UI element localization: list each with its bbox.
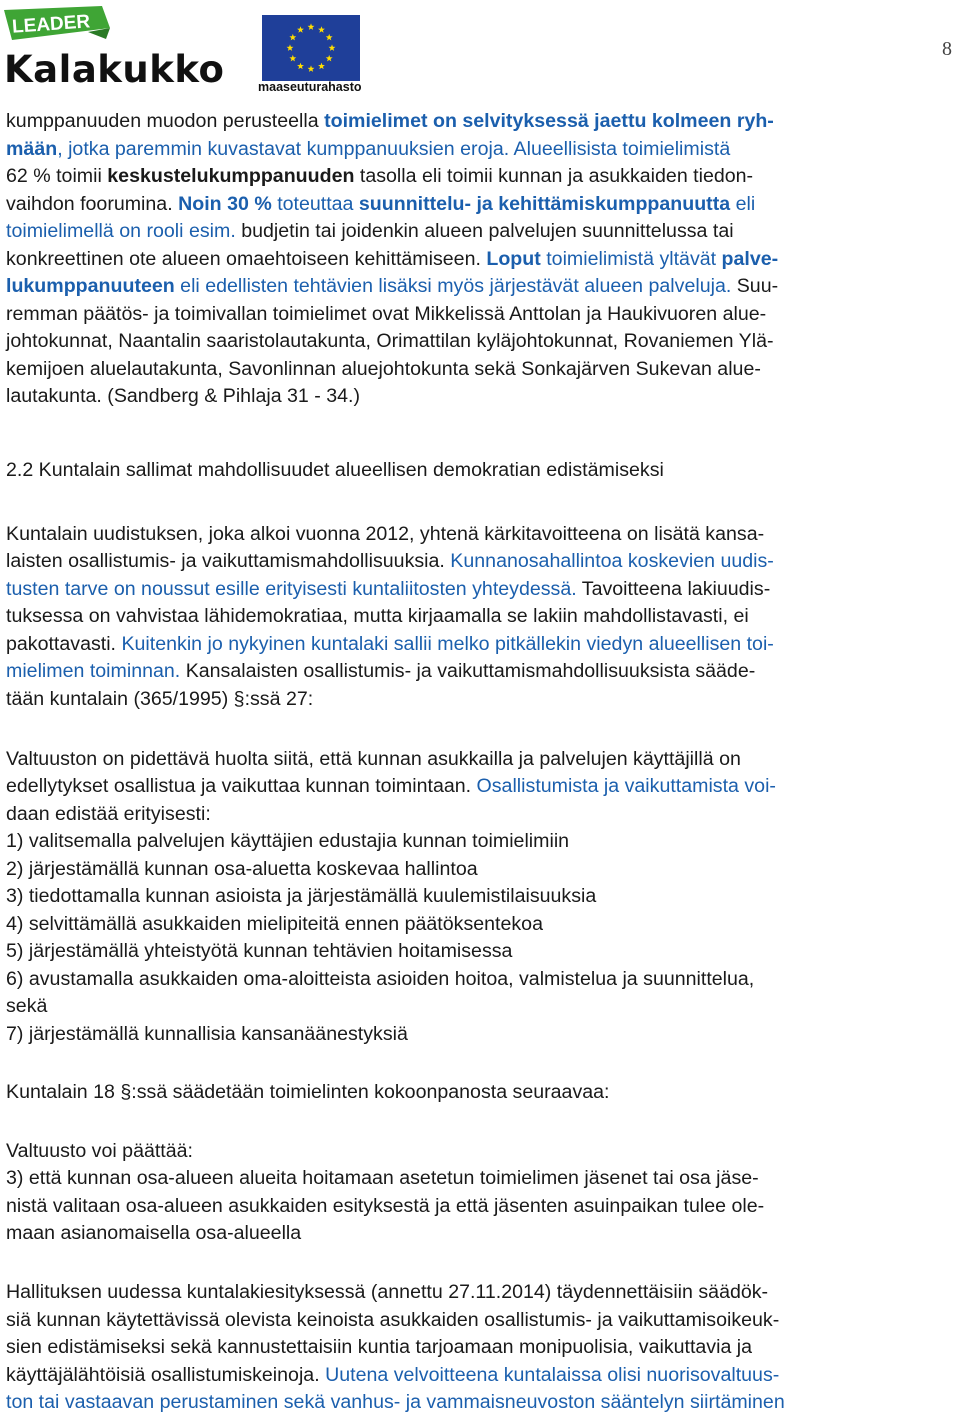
text-run: remman päätös- ja toimivallan toimielimet ovat Mikkelissä Anttolan ja Haukivuoren alue- (6, 302, 767, 325)
text-run: kemijoen aluelautakunta, Savonlinnan aluejohtokunta sekä Sonkajärven Sukevan alue- (6, 357, 761, 380)
text-run: tään kuntalain (365/1995) §:ssä 27: (6, 687, 314, 710)
text-run: kumppanuuden muodon perusteella (6, 110, 325, 132)
text-run: , jotka paremmin kuvastavat kumppanuuksien eroja. (57, 137, 514, 160)
text-run: Noin 30 % (178, 192, 272, 215)
list-item: 7) järjestämällä kunnallisia kansanäänestyksiä (6, 1022, 408, 1045)
text-run: 2 Kuntalain sallimat mahdollisuudet alueellisen demokratian edistämiseksi (22, 458, 664, 481)
text-run: palve- (721, 247, 779, 270)
text-run: Valtuusto voi päättää: (6, 1139, 193, 1162)
list-item: sekä (6, 995, 48, 1017)
text-run: lukumppanuuteen (6, 275, 175, 297)
text-run: tasolla eli toimii kunnan ja asukkaiden tiedon- (354, 165, 754, 187)
paragraph-partnership-types (6, 108, 956, 411)
text-run: lautakunta. (Sandberg & Pihlaja 31 - 34.) (6, 385, 360, 407)
text-run: daan edistää erityisesti: (6, 802, 211, 825)
eu-fund-caption: maaseuturahasto (258, 80, 362, 94)
text-run: Kuitenkin jo nykyinen kuntalaki sallii melko pitkällekin viedyn alueellisen toi- (116, 632, 774, 655)
text-run: Osallistumista ja vaikuttamista voi- (471, 775, 776, 797)
text-run: ton tai vastaavan perustaminen sekä vanhus- ja vammaisneuvoston sääntelyn siirtäminen (6, 1391, 785, 1413)
list-item: 4) selvittämällä asukkaiden mielipiteitä ennen päätöksentekoa (6, 912, 543, 935)
text-run: maan asianomaisella osa-alueella (6, 1222, 302, 1244)
text-run: toimielimistä yltävät (540, 247, 722, 270)
text-run: 3) että kunnan osa-alueen alueita hoitamaan asetetun toimielimen jäsenet tai osa jäse- (6, 1167, 759, 1189)
text-run: Suu- (731, 275, 779, 297)
text-run: Valtuuston on pidettävä huolta siitä, että kunnan asukkailla ja palvelujen käyttäjillä on (6, 747, 741, 770)
text-run: sien edistämiseksi sekä kannustettaisiin kuntia tarjoamaan monipuolisia, vaikuttavia ja (6, 1336, 753, 1358)
text-run: mielimen toiminnan. (6, 660, 181, 682)
paragraph-municipal-reform (6, 521, 956, 714)
text-run: Kuntalain uudistuksen, joka alkoi vuonna 2012, yhtenä kärkitavoitteena on lisätä kansa- (6, 522, 765, 545)
text-run: toimielimet on selvityksessä jaettu kolmeen ryh- (324, 110, 774, 132)
text-run: keskustelukumppanuuden (107, 165, 355, 187)
text-run: tuksessa on vahvistaa lähidemokratiaa, mutta kirjaamalla se lakiin mahdollistavasti, ei (6, 605, 749, 627)
list-item: 6) avustamalla asukkaiden oma-aloitteista asioiden hoitoa, valmistelua ja suunnittelua, (6, 967, 755, 990)
list-item: 1) valitsemalla palvelujen käyttäjien edustajia kunnan toimielimiin (6, 830, 570, 852)
text-run: toimielimellä on rooli esim. (6, 220, 236, 242)
text-run: siä kunnan käytettävissä olevista keinoista asukkaiden osallistumis- ja vaikuttamisoikeuk- (6, 1308, 780, 1331)
page-header (0, 0, 960, 100)
text-run: Alueellisista toimielimistä (513, 137, 731, 160)
text-run: nistä valitaan osa-alueen asukkaiden esityksestä ja että jäsenten asuinpaikan tulee ole- (6, 1194, 765, 1217)
brand-name: Kalakukko (4, 48, 225, 91)
paragraph-council-duty (6, 746, 956, 1049)
text-run: Hallituksen uudessa kuntalakiesityksessä (annettu 27.11.2014) täydennettäisiin säädök- (6, 1281, 769, 1303)
text-run: käyttäjälähtöisiä osallistumiskeinoja. (6, 1363, 320, 1386)
list-item: 5) järjestämällä yhteistyötä kunnan tehtävien hoitamisessa (6, 940, 513, 962)
text-run: Kansalaisten osallistumis- ja vaikuttamismahdollisuuksista sääde- (180, 660, 756, 682)
text-run: eli (730, 192, 756, 215)
text-run: edellytykset osallistua ja vaikuttaa kunnan toimintaan. (6, 775, 472, 797)
page-number: 8 (942, 38, 952, 60)
text-run: vaihdon foorumina. (6, 192, 179, 215)
text-run: konkreettinen ote alueen omaehtoiseen kehittämiseen. (6, 247, 487, 270)
text-run: laisten osallistumis- ja vaikuttamismahdollisuuksia. (6, 550, 445, 572)
text-run: 62 % toimii (6, 165, 108, 187)
text-run: johtokunnat, Naantalin saaristolautakunta, Orimattilan kyläjohtokunnat, Rovaniemen Ylä- (6, 330, 774, 352)
list-item: 2) järjestämällä kunnan osa-aluetta koskevaa hallintoa (6, 857, 478, 880)
paragraph-section-18: Kuntalain 18 §:ssä säädetään toimielinten kokoonpanosta seuraavaa: (6, 1080, 610, 1103)
text-run: Tavoitteena lakiuudis- (576, 577, 771, 600)
leader-label: LEADER (11, 11, 91, 38)
text-run: mään (6, 137, 58, 160)
list-item: 3) tiedottamalla kunnan asioista ja järjestämällä kuulemistilaisuuksia (6, 885, 597, 907)
text-run: suunnittelu- ja kehittämiskumppanuutta (358, 192, 731, 215)
paragraph-government-proposal (6, 1279, 956, 1417)
text-run: Uutena velvoitteena kuntalaissa olisi nuorisovaltuus- (319, 1363, 780, 1386)
leader-logo (2, 6, 112, 42)
paragraph-council-may-decide (6, 1138, 956, 1248)
text-run: toteuttaa (271, 192, 359, 215)
text-run: tusten tarve on noussut esille erityisesti kuntaliitosten yhteydessä. (6, 577, 577, 600)
text-run: budjetin tai joidenkin alueen palvelujen suunnittelussa tai (235, 220, 734, 242)
document-body (6, 108, 956, 1417)
text-run: pakottavasti. (6, 632, 117, 655)
eu-flag-icon (262, 15, 360, 81)
section-heading (6, 457, 956, 485)
text-run: Loput (486, 247, 541, 270)
text-run: 2. (6, 458, 23, 481)
text-run: eli edellisten tehtävien lisäksi myös järjestävät alueen palveluja. (174, 275, 732, 297)
text-run: Kunnanosahallintoa koskevien uudis- (444, 550, 774, 572)
